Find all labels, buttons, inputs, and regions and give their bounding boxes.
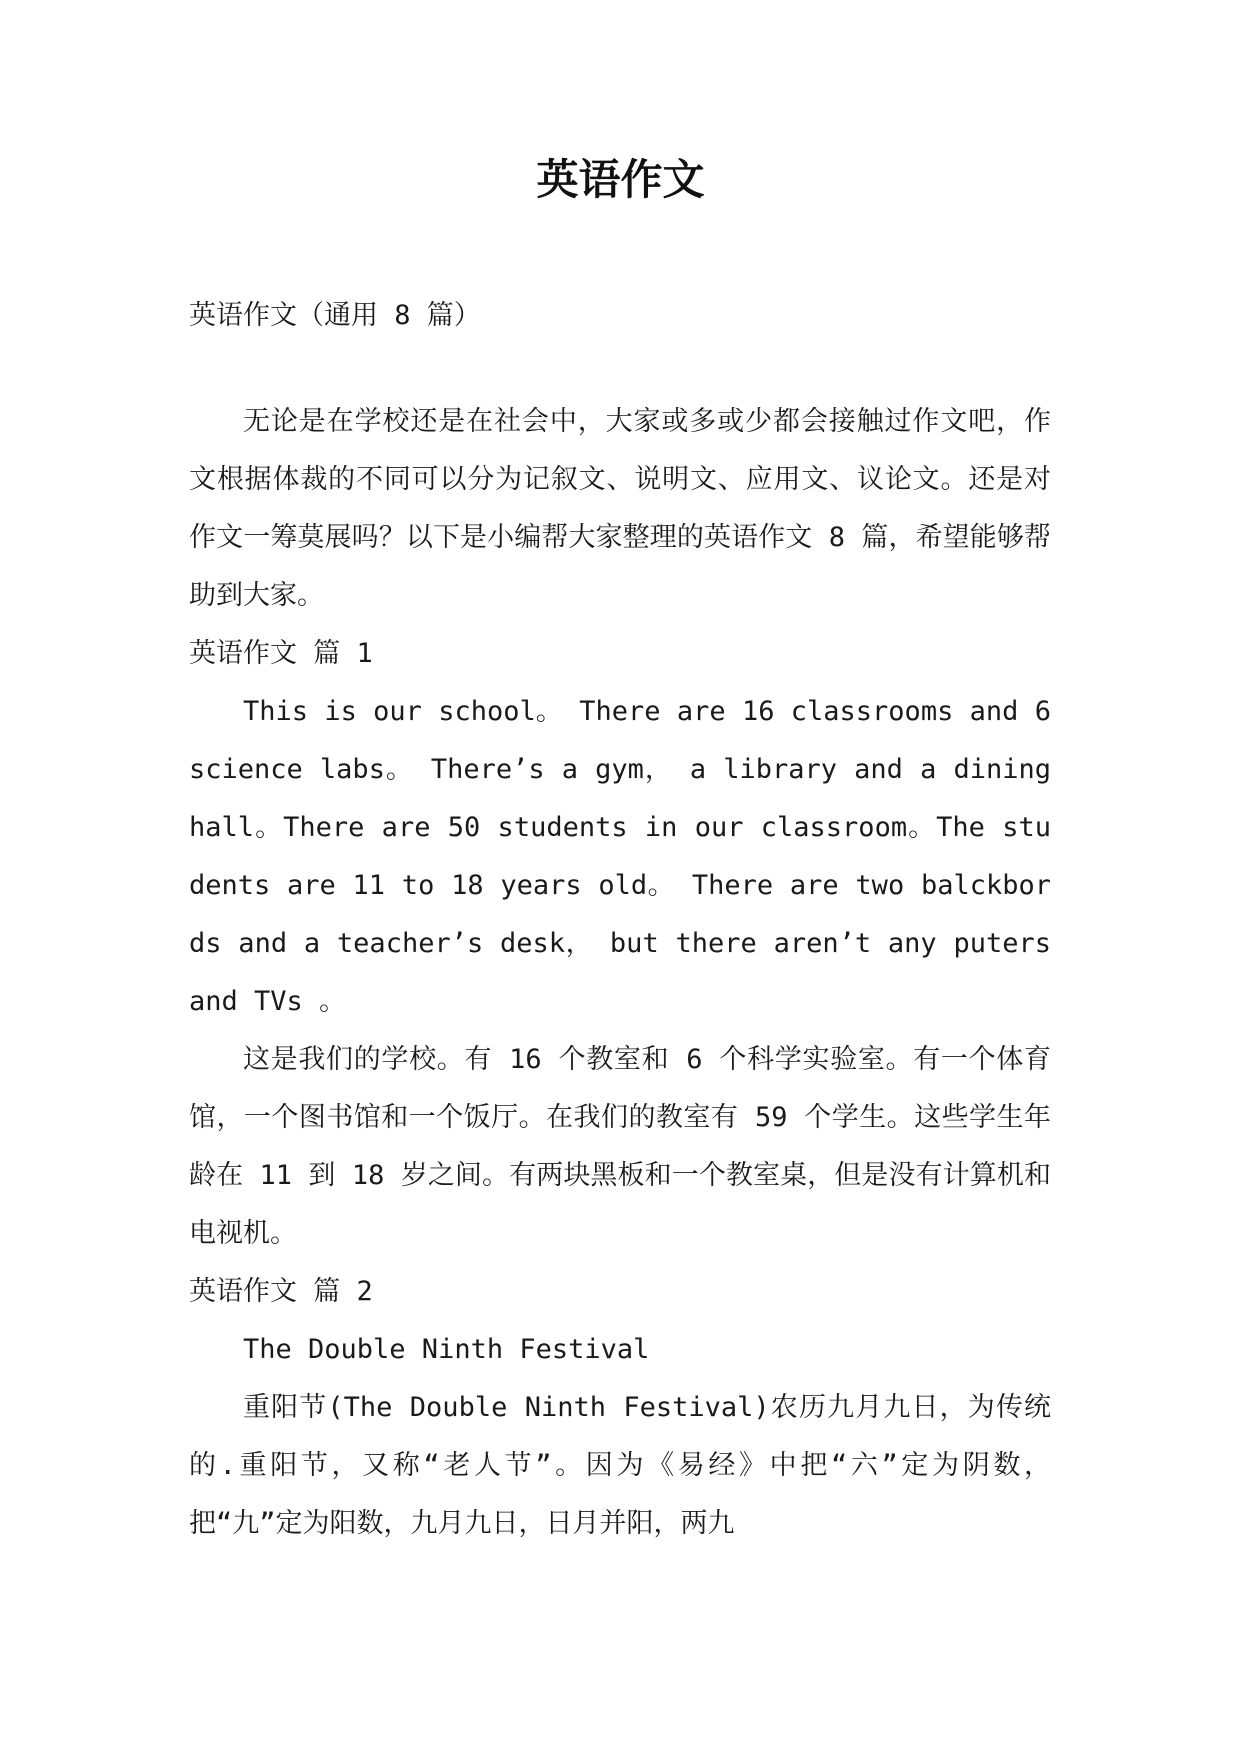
intro-paragraph: 无论是在学校还是在社会中，大家或多或少都会接触过作文吧，作文根据体裁的不同可以分为记叙文、说明文、应用文、议论文。还是对作文一筹莫展吗？以下是小编帮大家整理的英语作文 8 篇，希望能够帮助到大家。 [189,406,1051,611]
section-2-english-title: The Double Ninth Festival [243,1334,650,1365]
section-2-chinese-paragraph: 重阳节(The Double Ninth Festival)农历九月九日，为传统的.重阳节，又称“老人节”。因为《易经》中把“六”定为阴数，把“九”定为阳数，九月九日，日月并阳，两九 [189,1392,1051,1539]
section-1-english-paragraph: This is our school。 There are 16 classrooms and 6 science labs。 There’s a gym， a library and a dining hall。There are 50 students in our classroom。The students are 11 to 18 years old。 There are two balckbords and a teacher’s desk， but there aren’t any puters and TVs 。 [189,696,1051,1017]
section-1-chinese-paragraph: 这是我们的学校。有 16 个教室和 6 个科学实验室。有一个体育馆，一个图书馆和一个饭厅。在我们的教室有 59 个学生。这些学生年龄在 11 到 18 岁之间。有两块黑板和一个教室桌，但是没有计算机和电视机。 [189,1044,1051,1249]
document-title: 英语作文 [536,155,705,204]
section-2-heading: 英语作文 篇 2 [189,1276,373,1307]
section-1-heading: 英语作文 篇 1 [189,638,373,669]
document-subtitle: 英语作文（通用 8 篇） [189,300,481,331]
document-body [189,287,1051,1553]
